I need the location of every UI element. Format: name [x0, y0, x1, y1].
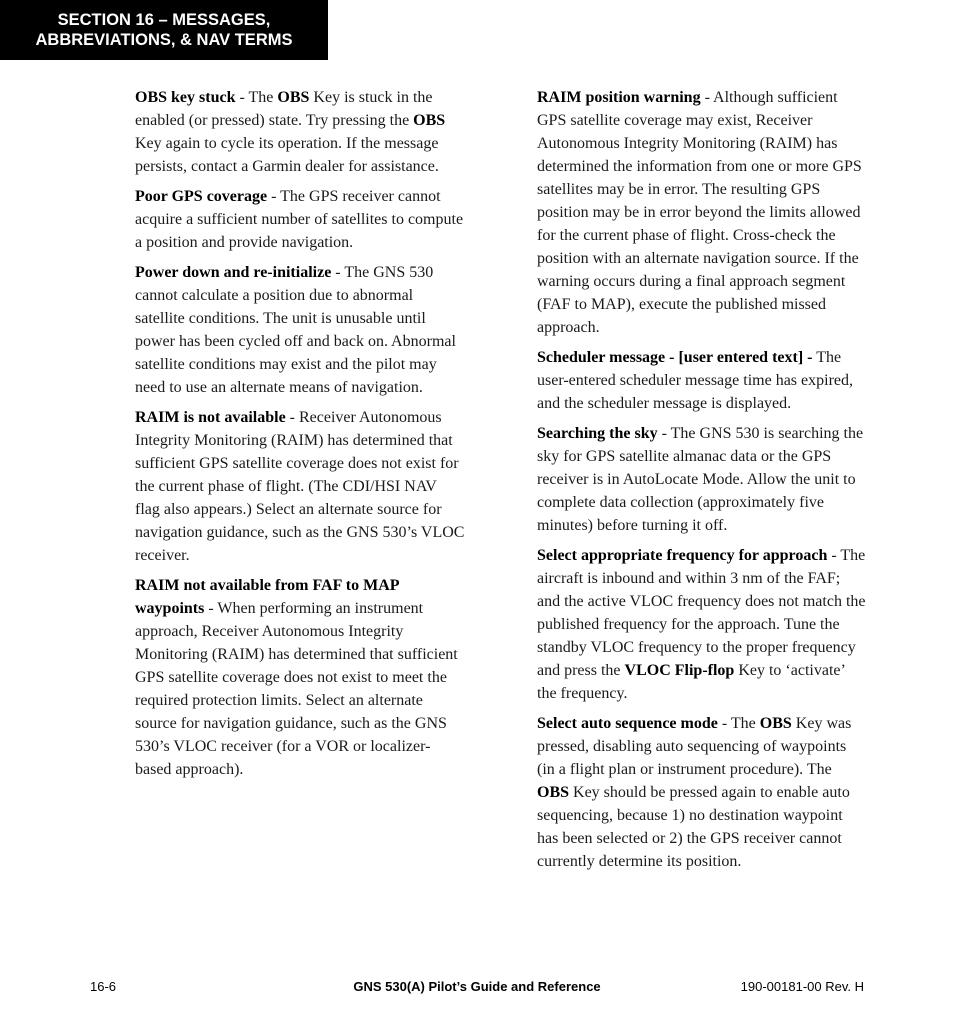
message-entry	[537, 544, 867, 705]
term-bold: RAIM is not available	[135, 409, 286, 426]
term-text: - Receiver Autonomous Integrity Monitoring (RAIM) has determined that sufficient GPS satellite coverage does not exist for the current phase of flight. (The CDI/HSI NAV flag also appears.) Select an alternate source for navigation guidance, such as the GNS 530’s VLOC receiver.	[135, 409, 465, 564]
message-entry	[537, 346, 867, 415]
term-text: - The aircraft is inbound and within 3 nm of the FAF; and the active VLOC frequency does not match the published frequency for the approach. Tune the standby VLOC frequency to the proper frequency and press the	[537, 547, 866, 679]
term-text: - Although sufficient GPS satellite coverage may exist, Receiver Autonomous Integrity Monitoring (RAIM) has determined the information from one or more GPS satellites may be in error. The resulting GPS position may be in error beyond the limits allowed for the current phase of flight. Cross-check the position with an alternate navigation source. If the warning occurs during a final approach segment (FAF to MAP), execute the published missed approach.	[537, 89, 862, 336]
term-text: - The	[717, 715, 760, 732]
footer-title: GNS 530(A) Pilot’s Guide and Reference	[353, 979, 601, 994]
term-text: Key was pressed, disabling auto sequencing of waypoints (in a flight plan or instrument procedure). The	[537, 715, 852, 778]
term-text: - The	[235, 89, 278, 106]
section-header-tab	[0, 0, 328, 60]
message-entry	[537, 712, 867, 873]
term-bold: VLOC Flip-flop	[624, 662, 735, 679]
term-bold: Searching the sky	[537, 425, 658, 442]
document-number: 190-00181-00 Rev. H	[740, 979, 864, 994]
term-text: - When performing an instrument approach, Receiver Autonomous Integrity Monitoring (RAIM) has determined that sufficient GPS satellite coverage does not exist to meet the required protection limits. Select an alternate source for navigation guidance, such as the GNS 530’s VLOC receiver (for a VOR or localizer-based approach).	[135, 600, 458, 778]
message-entry	[135, 86, 465, 178]
term-text: - The GNS 530 cannot calculate a position due to abnormal satellite conditions. The unit is unusable until power has been cycled off and back on. Abnormal satellite conditions may exist and the pilot may need to use an alternate means of navigation.	[135, 264, 456, 396]
message-entry	[135, 574, 465, 781]
section-title-line2: ABBREVIATIONS, & NAV TERMS	[35, 31, 293, 49]
section-title-line1: SECTION 16 – MESSAGES,	[57, 11, 271, 29]
term-bold: Select auto sequence mode	[537, 715, 718, 732]
term-bold: OBS	[277, 89, 310, 106]
message-entry	[135, 406, 465, 567]
term-bold: OBS	[759, 715, 792, 732]
right-column	[537, 86, 867, 880]
page-number: 16-6	[90, 979, 117, 994]
message-entry	[537, 422, 867, 537]
term-text: - The GNS 530 is searching the sky for GPS satellite almanac data or the GPS receiver is in AutoLocate Mode. Allow the unit to complete data collection (approximately five minutes) before turning it off.	[537, 425, 864, 534]
term-bold: RAIM not available from FAF to MAP waypoints	[135, 577, 399, 617]
term-text: The user-entered scheduler message time has expired, and the scheduler message is displayed.	[537, 349, 853, 412]
term-text: Key is stuck in the enabled (or pressed) state. Try pressing the	[135, 89, 433, 129]
message-entry	[537, 86, 867, 339]
message-entry	[135, 261, 465, 399]
term-bold: Select appropriate frequency for approach	[537, 547, 828, 564]
left-column	[135, 86, 465, 788]
term-text: Key again to cycle its operation. If the message persists, contact a Garmin dealer for assistance.	[135, 135, 439, 175]
term-text: Key to ‘activate’ the frequency.	[537, 662, 845, 702]
term-text: - The GPS receiver cannot acquire a sufficient number of satellites to compute a position and provide navigation.	[135, 188, 464, 251]
term-text: Key should be pressed again to enable auto sequencing, because 1) no destination waypoint has been selected or 2) the GPS receiver cannot currently determine its position.	[537, 784, 850, 870]
term-bold: OBS key stuck	[135, 89, 236, 106]
term-bold: Poor GPS coverage	[135, 188, 268, 205]
term-bold: OBS	[537, 784, 570, 801]
term-bold: Power down and re-initialize	[135, 264, 332, 281]
message-entry	[135, 185, 465, 254]
term-bold: Scheduler message - [user entered text] -	[537, 349, 813, 366]
term-bold: RAIM position warning	[537, 89, 701, 106]
term-bold: OBS	[413, 112, 446, 129]
